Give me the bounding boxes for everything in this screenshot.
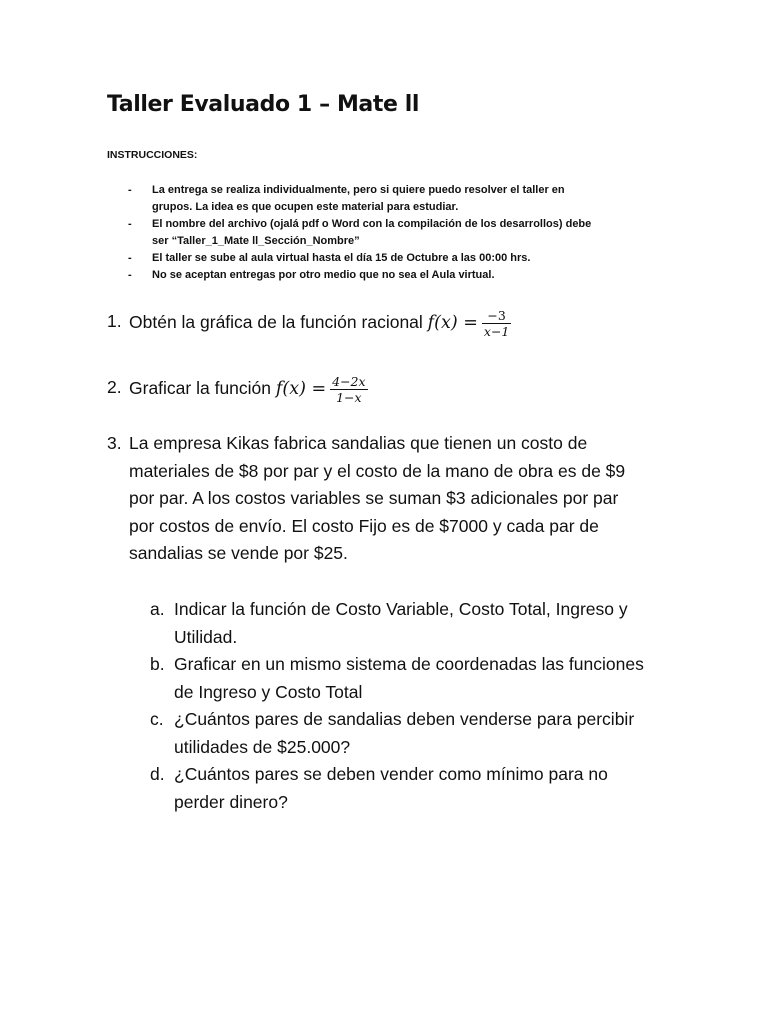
instruction-text: El nombre del archivo (ojalá pdf o Word con la compilación de los desarrollos) debe ser “Taller_1_Mate ll_Sección_Nombre”: [152, 218, 592, 247]
fraction-denominator: x−1: [483, 324, 510, 339]
list-item: [150, 706, 650, 761]
instructions-list: [107, 182, 607, 284]
bullet-dash: -: [128, 252, 132, 264]
subitem-text: Indicar la función de Costo Variable, Costo Total, Ingreso y Utilidad.: [174, 599, 628, 647]
instruction-text: El taller se sube al aula virtual hasta el día 15 de Octubre a las 00:00 hrs.: [152, 252, 531, 264]
page-title: Taller Evaluado 1 – Mate ll: [107, 92, 420, 117]
list-item: [107, 267, 607, 284]
subitem-text: ¿Cuántos pares de sandalias deben venderse para percibir utilidades de $25.000?: [174, 709, 635, 757]
list-item: [107, 216, 607, 250]
question-1: [107, 308, 511, 339]
bullet-dash: -: [128, 269, 132, 281]
question-number: 2.: [107, 377, 122, 397]
list-item: [150, 761, 650, 816]
question-3: [107, 430, 647, 568]
function-expression: f(x) =: [275, 379, 327, 400]
instruction-text: La entrega se realiza individualmente, pero si quiere puedo resolver el taller en grupos. La idea es que ocupen este material para estudiar.: [152, 184, 565, 213]
fraction: [330, 374, 367, 405]
question-number: 1.: [107, 311, 122, 331]
question-3-subitems: [150, 596, 650, 816]
bullet-dash: -: [128, 184, 132, 196]
fraction-numerator: 4−2x: [332, 374, 366, 389]
question-text: La empresa Kikas fabrica sandalias que tienen un costo de materiales de $8 por par y el costo de la mano de obra es de $9 por par. A los costos variables se suman $3 adicionales por par por costos de envío. El costo Fijo es de $7000 y cada par de sandalias se vende por $25.: [129, 433, 626, 563]
subitem-text: ¿Cuántos pares se deben vender como mínimo para no perder dinero?: [174, 764, 608, 812]
list-item: [107, 250, 607, 267]
fraction-numerator: −3: [482, 308, 511, 324]
subitem-letter: a.: [150, 599, 165, 619]
list-item: [150, 596, 650, 651]
fraction: [482, 308, 511, 339]
subitem-letter: d.: [150, 764, 165, 784]
subitem-letter: b.: [150, 654, 165, 674]
question-number: 3.: [107, 433, 122, 453]
list-item: [150, 651, 650, 706]
function-expression: f(x) =: [427, 313, 478, 334]
instruction-text: No se aceptan entregas por otro medio que no sea el Aula virtual.: [152, 269, 495, 281]
subitem-text: Graficar en un mismo sistema de coordenadas las funciones de Ingreso y Costo Total: [174, 654, 644, 702]
question-2: [107, 374, 368, 405]
question-text: Obtén la gráfica de la función racional: [129, 312, 423, 333]
question-text: Graficar la función: [129, 378, 272, 399]
instructions-heading: INSTRUCCIONES:: [107, 149, 198, 161]
fraction-denominator: 1−x: [336, 390, 362, 405]
bullet-dash: -: [128, 218, 132, 230]
subitem-letter: c.: [150, 709, 164, 729]
list-item: [107, 182, 607, 216]
